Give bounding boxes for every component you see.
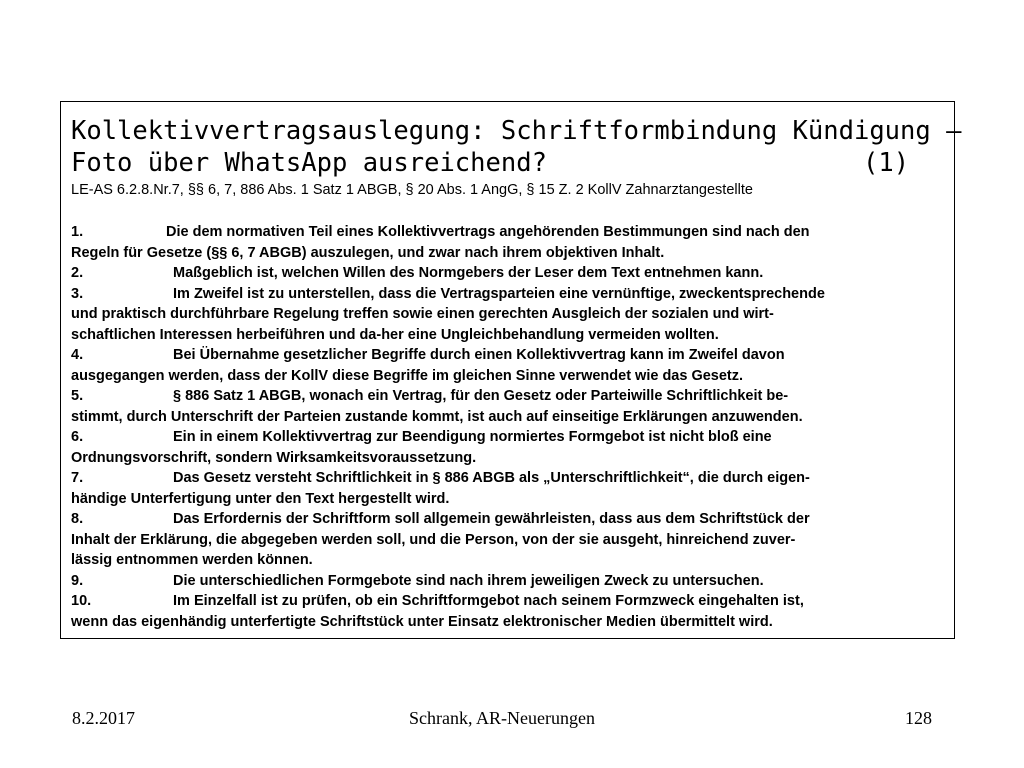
principle-text: Im Einzelfall ist zu prüfen, ob ein Schriftformgebot nach seinem Formzweck eingehalten ist, (173, 593, 804, 609)
principle-text: Das Erfordernis der Schriftform soll allgemein gewährleisten, dass aus dem Schriftstück der (173, 511, 810, 527)
principle-text: § 886 Satz 1 ABGB, wonach ein Vertrag, für den Gesetz oder Parteiwille Schriftlichkeit be- (173, 388, 789, 404)
principle-text: wenn das eigenhändig unterfertigte Schriftstück unter Einsatz elektronischer Medien übermittelt wird. (71, 613, 773, 630)
principle-line (71, 407, 941, 428)
principle-number: 2. (71, 265, 84, 281)
principle-text: Bei Übernahme gesetzlicher Begriffe durch einen Kollektivvertrag kann im Zweifel davon (173, 347, 785, 363)
principle-line (71, 530, 941, 551)
principle-number: 10. (71, 593, 92, 609)
principle-line (71, 489, 941, 510)
title-line-1: Kollektivvertragsauslegung: Schriftformbindung Kündigung – (71, 116, 962, 146)
principle-line (71, 386, 941, 407)
principle-text: Im Zweifel ist zu unterstellen, dass die Vertragsparteien eine vernünftige, zweckentsprechende (173, 285, 825, 302)
principle-number: 6. (71, 429, 84, 445)
principle-text: Inhalt der Erklärung, die abgegeben werden soll, und die Person, von der sie ausgeht, hinreichend zuver- (71, 531, 796, 548)
principle-line (71, 263, 941, 284)
principle-text: ausgegangen werden, dass der KollV diese Begriffe im gleichen Sinne verwendet wie das Gesetz. (71, 367, 744, 384)
principle-line (71, 509, 941, 530)
principle-number: 4. (71, 347, 84, 363)
principle-line (71, 427, 941, 448)
slide-content-box (60, 101, 962, 639)
principle-text: Ein in einem Kollektivvertrag zur Beendigung normiertes Formgebot ist nicht bloß eine (173, 429, 772, 445)
principle-line (71, 325, 941, 346)
principle-line (71, 591, 941, 612)
principle-number: 8. (71, 511, 84, 527)
principles-list (71, 222, 941, 632)
principle-text: stimmt, durch Unterschrift der Parteien zustande kommt, ist auch auf einseitige Erklärungen anzuwenden. (71, 408, 803, 425)
slide-title (71, 115, 962, 179)
principle-line (71, 284, 941, 305)
principle-text: schaftlichen Interessen herbeiführen und da-her eine Ungleichbehandlung vermeiden wollten. (71, 326, 719, 343)
principle-number: 9. (71, 572, 84, 589)
title-line-2-text: Foto über WhatsApp ausreichend? (71, 148, 547, 178)
principle-line (71, 243, 941, 264)
principle-line (71, 612, 941, 633)
principle-text: Maßgeblich ist, welchen Willen des Normgebers der Leser dem Text entnehmen kann. (173, 265, 764, 281)
principle-line (71, 222, 941, 243)
title-line-2 (71, 147, 931, 179)
principle-text: Die unterschiedlichen Formgebote sind nach ihrem jeweiligen Zweck zu untersuchen. (173, 572, 764, 589)
footer-date: 8.2.2017 (72, 708, 135, 728)
principle-line (71, 468, 941, 489)
principle-line (71, 448, 941, 469)
principle-text: Ordnungsvorschrift, sondern Wirksamkeitsvoraussetzung. (71, 449, 477, 466)
principle-text: Regeln für Gesetze (§§ 6, 7 ABGB) auszulegen, und zwar nach ihrem objektiven Inhalt. (71, 244, 665, 261)
principle-number: 3. (71, 285, 84, 302)
principle-line (71, 345, 941, 366)
principle-line (71, 550, 941, 571)
principle-line (71, 304, 941, 325)
principle-number: 1. (71, 224, 84, 240)
principle-line (71, 571, 941, 592)
principle-text: lässig entnommen werden können. (71, 552, 313, 568)
title-part-marker: (1) (863, 148, 910, 178)
principle-number: 5. (71, 388, 84, 404)
principle-text: Die dem normativen Teil eines Kollektivvertrags angehörenden Bestimmungen sind nach den (166, 224, 810, 240)
footer-page-number: 128 (905, 708, 932, 728)
principle-number: 7. (71, 470, 84, 486)
principle-text: Das Gesetz versteht Schriftlichkeit in § 886 ABGB als „Unterschriftlichkeit“, die durch eigen- (173, 470, 810, 486)
legal-references: LE-AS 6.2.8.Nr.7, §§ 6, 7, 886 Abs. 1 Satz 1 ABGB, § 20 Abs. 1 AngG, § 15 Z. 2 KollV Zahnarztangestellte (71, 182, 753, 198)
principle-line (71, 366, 941, 387)
principle-text: und praktisch durchführbare Regelung treffen sowie einen gerechten Ausgleich der sozialen und wirt- (71, 306, 774, 322)
footer-presenter: Schrank, AR-Neuerungen (409, 708, 595, 728)
principle-text: händige Unterfertigung unter den Text hergestellt wird. (71, 490, 450, 507)
